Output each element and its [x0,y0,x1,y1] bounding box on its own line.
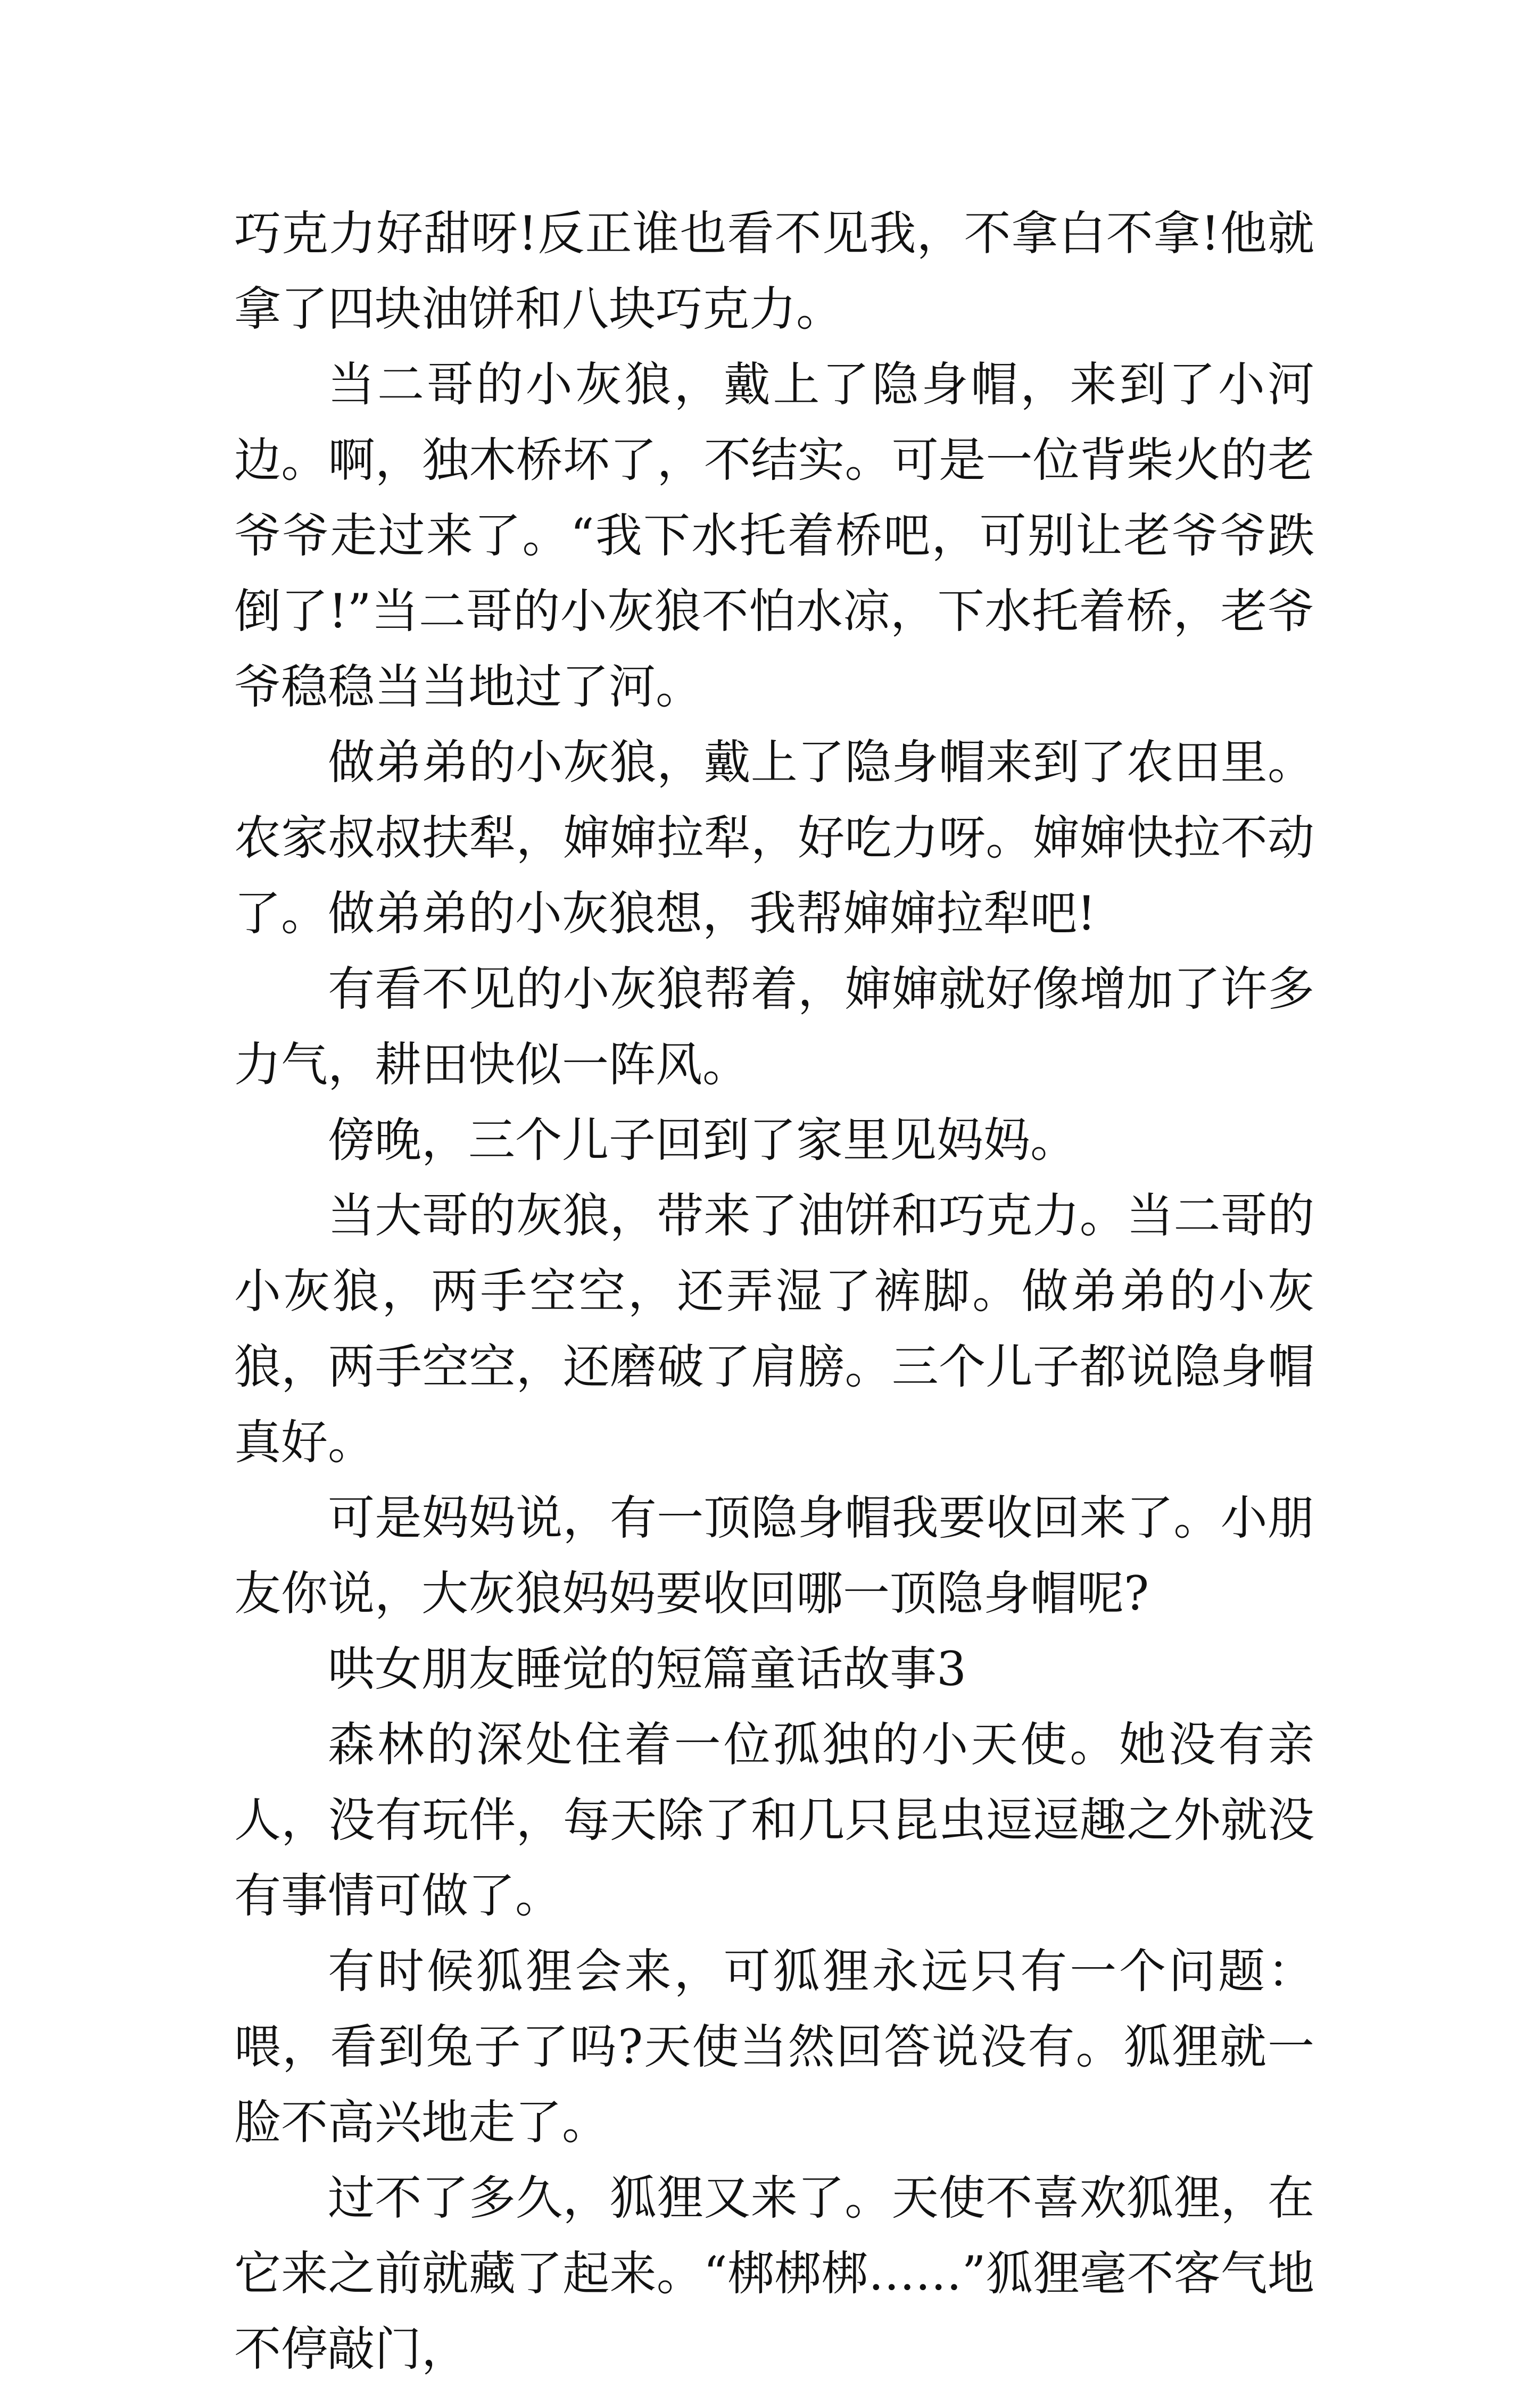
paragraph-second-brother: 当二哥的小灰狼，戴上了隐身帽，来到了小河边。啊，独木桥坏了，不结实。可是一位背柴火的老爷爷走过来了。“我下水托着桥吧，可别让老爷爷跌倒了!”当二哥的小灰狼不怕水凉，下水托着桥，老爷爷稳稳当当地过了河。 [234,357,1314,714]
paragraph-mother-question: 可是妈妈说，有一顶隐身帽我要收回来了。小朋友你说，大灰狼妈妈要收回哪一顶隐身帽呢? [234,1490,1314,1621]
document-page [234,196,1314,2387]
paragraph-return-home: 当大哥的灰狼，带来了油饼和巧克力。当二哥的小灰狼，两手空空，还弄湿了裤脚。做弟弟的小灰狼，两手空空，还磨破了肩膀。三个儿子都说隐身帽真好。 [234,1188,1314,1470]
paragraph-fox-question: 有时候狐狸会来，可狐狸永远只有一个问题：喂，看到兔子了吗?天使当然回答说没有。狐狸就一脸不高兴地走了。 [234,1944,1314,2150]
section-heading-story-3: 哄女朋友睡觉的短篇童话故事3 [328,1642,966,1696]
paragraph-evening: 傍晚，三个儿子回到了家里见妈妈。 [328,1113,1078,1167]
paragraph-continuation: 巧克力好甜呀!反正谁也看不见我，不拿白不拿!他就拿了四块油饼和八块巧克力。 [234,206,1314,336]
paragraph-lonely-angel: 森林的深处住着一位孤独的小天使。她没有亲人，没有玩伴，每天除了和几只昆虫逗逗趣之外就没有事情可做了。 [234,1717,1314,1923]
paragraph-younger-brother: 做弟弟的小灰狼，戴上了隐身帽来到了农田里。农家叔叔扶犁，婶婶拉犁，好吃力呀。婶婶快拉不动了。做弟弟的小灰狼想，我帮婶婶拉犁吧! [234,735,1314,941]
paragraph-fox-knocking: 过不了多久，狐狸又来了。天使不喜欢狐狸，在它来之前就藏了起来。“梆梆梆……”狐狸毫不客气地不停敲门， [234,2170,1314,2376]
paragraph-helping-aunt: 有看不见的小灰狼帮着，婶婶就好像增加了许多力气，耕田快似一阵风。 [234,962,1314,1092]
